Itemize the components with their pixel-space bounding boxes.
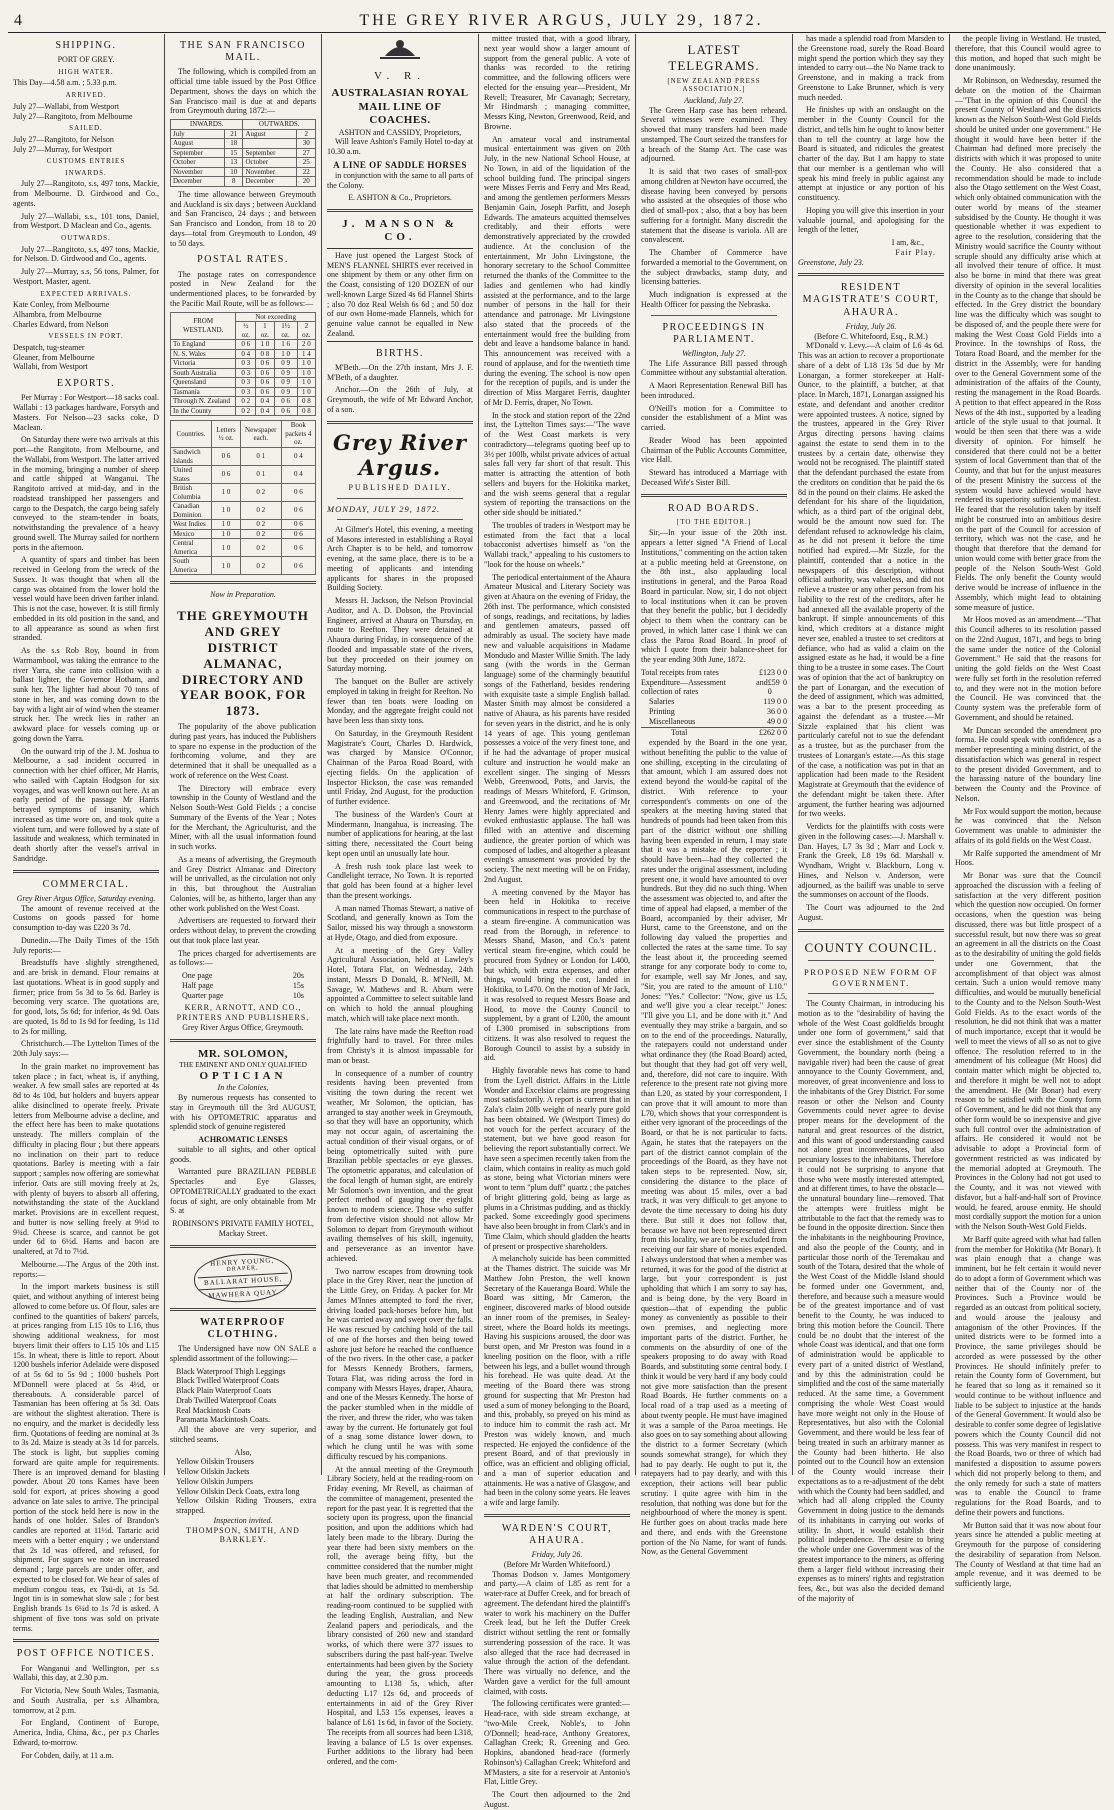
inwards-2: July 27—Wallabi, s.s., 101 tons, Daniel, from Westport. D Maclean and Co., agents. bbox=[13, 211, 159, 231]
table-row: November 10 November 22 bbox=[171, 167, 316, 177]
divider bbox=[641, 494, 787, 497]
divider bbox=[13, 870, 159, 873]
divider bbox=[651, 315, 777, 316]
table-row: United States 0 6 0 1 0 4 bbox=[171, 466, 316, 484]
news-para: A meeting convened by the Mayor has been held in Hokitika to receive communications in respect to the purchase of a steam fire-engine. A communication was read from the Borough, in reference to Messrs Shand, Mason, and Co.'s patent vertical steam fire-engine, which could be procured from Sydney or London for L400, but which, with extra expenses, and other things, would bring the cost, landed in Hokitika, to L470. On the motion of Mr Jack, it was resolved to request Messrs Boase and Hood, to move the County Council to supplement, by a grant of L200, the amount of L300 promised in subscriptions from citizens. It was also resolved to request the Borough Council to assist by a subsidy in aid. bbox=[484, 887, 630, 1063]
countries-rates-table: Countries. Letters ½ oz. Newspaper each. Book packets 4 oz. Sandwich Islands 0 6 0 1 0 4 United States 0 6 0 1 0 4 British Columbia 1 0 0 2 0 6 Canadian Dominion 1 0 0 2 0 6 West Indies 1 0 0 2 0 6 Mexico 1 0 0 2 0 6 Central America 1 0 0 2 0 6 South America 1 0 0 2 0 6 bbox=[170, 420, 316, 575]
highwater-times: This Day—4.58 a.m. ; 5.33 p.m. bbox=[13, 78, 117, 88]
telegrams-heading: LATEST TELEGRAMS. bbox=[668, 42, 760, 73]
letter-signoff: I am, &c., bbox=[891, 238, 924, 247]
almanac-heading: THE GREYMOUTH AND GREY DISTRICT ALMANAC, DIRECTORY AND YEAR BOOK, FOR 1873. bbox=[177, 608, 309, 719]
solomon-ad bbox=[170, 1048, 316, 1239]
telegram-para: The Chamber of Commerce have forwarded a memorial to the Government, on the subject drawbacks, stamp duty, and licensing batteries. bbox=[641, 248, 787, 287]
postal-heading: POSTAL RATES. bbox=[197, 254, 289, 266]
coach-title: AUSTRALASIAN ROYAL MAIL LINE OF COACHES. bbox=[331, 87, 469, 127]
expense-row: Miscellaneous 49 0 0 bbox=[649, 716, 787, 726]
henry-young-stamp: HENRY YOUNG, DRAPER, BALLARAT HOUSE, MAWHERA QUAY. bbox=[193, 1251, 293, 1304]
letter-place: Greenstone, July 23. bbox=[798, 257, 864, 267]
waterproof-heading: WATERPROOF CLOTHING. bbox=[200, 1316, 286, 1340]
expected-1: Kate Conley, from Melbourne bbox=[13, 300, 110, 310]
waterproof-mid: All the above are very superior, and stitched seams. bbox=[170, 1425, 316, 1444]
road-letter-para: has made a splendid road from Marsden to the Greenstone road, surely the Road Board might spend the portion which they say they intended to carry out—the No Name track to Greenstone, and in making a track from Greenstone to Lake Brunner, which is very much needed. bbox=[798, 34, 944, 102]
ad-price-row: One page 20s bbox=[182, 971, 304, 981]
exports-heading: EXPORTS. bbox=[56, 378, 116, 390]
solomon-lenses: ACHROMATIC LENSES bbox=[198, 1135, 288, 1145]
list-item: Black Waterproof Thigh Leggings bbox=[176, 1366, 286, 1376]
almanac-prep: Now in Preparation. bbox=[210, 590, 276, 600]
warden-para: The Court then adjourned to the 2nd August. bbox=[484, 1790, 630, 1809]
port-heading: PORT OF GREY. bbox=[57, 55, 115, 65]
horses-title: A LINE OF SADDLE HORSES bbox=[333, 159, 467, 170]
crest-letters: V. R. bbox=[373, 69, 427, 82]
manson-text: Have just opened the Largest Stock of MEN'S FLANNEL SHIRTS ever received in one shipment by them or any other firm on the Coast, consisting of 120 DOZEN of our well-known Large Sized 4s 6d Flannel Shirts ; also 70 doz Real Welsh 6s 6d ; and 50 doz of our own Home-made Flannels, which for genuine value cannot be equalled in New Zealand. bbox=[327, 248, 473, 342]
receipts-row: Total receipts from rates £123 0 0 bbox=[641, 667, 787, 677]
table-row: West Indies 1 0 0 2 0 6 bbox=[171, 520, 316, 530]
inspection-invited: Inspection invited. bbox=[213, 1515, 273, 1525]
divider bbox=[337, 498, 463, 499]
news-para: The troubles of traders in Westport may be estimated from the fact that a local tobacconist advertises himself as "on the Wallabi track," appealing to his customers to "look for the house on wheels." bbox=[484, 520, 630, 569]
market-1: Dunedin.—The Daily Times of the 15th July reports:— bbox=[13, 935, 159, 955]
table-row: South Australia 0 3 0 6 0 9 1 0 bbox=[171, 368, 316, 378]
column-1 bbox=[8, 34, 165, 1760]
shipping-news-3: As the s.s Rob Roy, bound in from Warrnambool, was taking the entrance to the river Yarra, she came into collision with a ballast lighter, the Governor Hotham, and sunk her. The lighter had about 70 tons of stone in her, and was coming down to the bay with a light air of wind when the steamer struck her. The wreck lies in rather an awkward place for vessels coming up or going down the Yarra. bbox=[13, 646, 159, 743]
post-office-heading: POST OFFICE NOTICES. bbox=[16, 1648, 156, 1660]
table-row: British Columbia 1 0 0 2 0 6 bbox=[171, 484, 316, 502]
table-row: August 18 30 bbox=[171, 139, 316, 149]
mail-intro: The following, which is compiled from an official time table issued by the Post Office Department, shows the days on which the San Francisco mail is due at and departs from Greymouth during 1872:— bbox=[170, 67, 316, 116]
thompson-signature: THOMPSON, SMITH, AND BARKLEY. bbox=[186, 1525, 300, 1545]
masthead-published: PUBLISHED DAILY. bbox=[348, 482, 452, 492]
exports-text: Per Murray : For Westport—18 sacks coal. Wallabi : 13 packages hardware, Forsyth and Masters. For Nelson—23 sacks coke, D Maclean. bbox=[13, 393, 159, 432]
shipping-news-4: On the outward trip of the J. M. Joshua to Melbourne, a sad incident occurred in connection with her chief officer, Mr Harris, who sailed with Captain Hodgson for six voyages, and was well known out here. At an early period of the passage Mr Harris betrayed symptoms of insanity, which increased as time wore on, and took quite a violent turn, and were followed by a state of lassitude and weakness, which terminated in death shortly after the vessel's arrival in Sandridge. bbox=[13, 746, 159, 863]
news-para: An amateur vocal and instrumental musical entertainment was given on 20th July, in the new National School House, at No Town, in aid of the liquidation of the school building fund. The principal singers were Misses Ferris and Ferry and Mrs Read, and among the gentlemen performers Messrs Benjamin Gain, Joseph Parfitt, and Joseph Edwards. The amateurs acquitted themselves creditably, and their efforts were demonstratively appreciated by the crowded audience. At the conclusion of the entertainment, Mr John Livingstone, the honorary secretary to the School Committee returned the thanks of the Committee to the ladies and gentlemen who had kindly assisted at the performance, and to the large number of persons in the hall for their attendance and patronage. Mr Livingstone also stated that the proceeds of the entertainment would free the building from debt and leave a handsome balance in hand. This announcement was received with a round of applause, and for the twentieth time during the evening. The school is now open for the reception of pupils, and is under the direction of Miss Margaret Ferris, daughter of Mr D. Ferris, draper, No Town. bbox=[484, 134, 630, 407]
rm-court-para: The Court was adjourned to the 2nd August. bbox=[798, 903, 944, 922]
royal-crest-icon bbox=[327, 36, 473, 68]
list-item: Drab Twilled Waterproof Coats bbox=[176, 1395, 277, 1405]
county-council-para: Mr Fox would support the motion, because he was convinced that the Nelson Government was unable to administer the affairs of its gold fields on the West Coast. bbox=[955, 806, 1101, 845]
editorial-para: The banquet on the Buller are actively employed in taking in freight for Reefton. No fewer than ten boats were loading on Monday, and the aggregate freight could not have been less than sixty tons. bbox=[327, 677, 473, 726]
warden-court-sub: (Before Mr Warden Whitefoord.) bbox=[503, 1559, 611, 1569]
news-para: A melancholy suicide has been committed at the Thames district. The suicide was Mr Matthew John Preston, the well known Secretary of the Kaueranga Board. While the Board was sitting, Mr Cameron, the engineer, discovered marks of blood outside an inner room of the premises, in Sealey-street, where the Board holds its meetings. Having his suspicions aroused, the door was burst open, and Mr Preston was found in a kneeling position on the floor, with a rifle between his legs, and a bullet wound through his forehead. He was quite dead. At the meeting of the Board there was strong ground for suspecting that Mr Preston had used a sum of money belonging to the Board, and this, probably, so preyed on his mind as to induce him to commit the rash act. Mr Preston was widely known, and much respected. He enjoyed the confidence of the present Board, and of that previously in office, was an efficient and obliging official, and a man of superior education and attainments. He was a native of Glasgow, and had been in the colony some years. He leaves a wife and large family. bbox=[484, 1254, 630, 1507]
table-row: Tasmania 0 3 0 6 0 9 1 0 bbox=[171, 387, 316, 397]
table-row: Queensland 0 3 0 6 0 9 1 0 bbox=[171, 378, 316, 388]
outwards-label: OUTWARDS. bbox=[61, 234, 111, 243]
shipping-news-2: A quantity of spars and timber has been received in Geelong from the wreck of the Sussex. It was thought that when all the cargo was obtained from the lower hold the vessel would have been driven farther inland. This is not the case, however. It is still firmly embedded in its old position in the sand, and to all appearance as sound as when first stranded. bbox=[13, 555, 159, 643]
news-para: Highly favorable news has come to hand from the Lyell district. Affairs in the Little Wonder and Excelsior claims are progressing most satisfactorily. A report is current that in Zala's claim 20lb weight of nearly pure gold has been obtained. We (Westport Times) do not vouch for the perfect accuracy of the statement, but we have good reason for believing the report substantially correct. We have seen a specimen recently taken from the claim, which contains in reality as much gold as stone, being what Victorian miners were wont to term "plum duff" quartz ; the patches of bright glittering gold, being as large as plums in a Christmas pudding, and as thickly packed. Some exceedingly good specimens have also been brought in from Clark's and in Time Claim, which should gladden the hearts of present or prospective shareholders. bbox=[484, 1066, 630, 1251]
county-council-para: The County Chairman, in introducing his motion as to the "desirability of having the whole of the West Coast goldfields brought under one form of government," said that ever since the establishment of the County Government, the boundary north (being a navigable river) had been the cause of great annoyance to the County Government, and, moreover, of great inconvenience and loss to the inhabitants of the Grey District. For some reason or other the Nelson and County Governments could never agree to devise proper means for the development of the natural and great resources of the district, and this want of good understanding caused not alone great inconveniences, but also pecuniary losses to the inhabitants. Therefore it could not be surprising to anyone that those who were mostly interested attempted, and at different times, to have the obstacle—the unnatural boundary line—removed. That the attempts were fruitless might be attributable to the fact that the remedy was to be found in the opposite direction. Since then the inhabitants in the neighbouring Province, and also the people of the County, and in particular those north of the Teremakau and south of the Totara, desired that the whole of the West Coast of the Middle Island should be formed under one Government, and, therefore, and because such a measure would be of the greatest importance and of vast benefit to the County, he was induced to bring this motion before the Council. There could be no doubt that the interest of the whole Coast was identical, and that one form of administration would be applicable to every part of a united district of Westland, and by this the administration could be simplified and the cost of the same materially reduced. At the same time, a Government comprising the whole West Coast would have more weight not only in the House of Representatives, but also with the Colonial Government, and there would be less fear of being treated in such an arbitrary manner as the County had been hitherto. He also pointed out to the Council how an extension of the County would increase their expectations as to a re-adjustment of the debt with which the County had been saddled, and which had all along crippled the County Government in doing justice to the demands of its inhabitants in carrying out works of utility. In short, it would establish their political independence. The desire to bring the whole under one Government was of the greatest importance to the miners, as offering them a larger field without increasing their expenses as to miners' rights and registration fees, &c., but was also the decided demand of the majority of bbox=[798, 999, 944, 1603]
sailed-label: SAILED. bbox=[69, 124, 103, 133]
oilskin-list bbox=[170, 1457, 316, 1516]
solomon-text: By numerous requests has consented to stay in Greymouth till the 3rd AUGUST, with his OPTOMETRIC apparatus and splendid stock of genuine registered bbox=[170, 1093, 316, 1132]
column-7 bbox=[950, 34, 1106, 1588]
inwards-label: INWARDS. bbox=[65, 168, 107, 177]
road-letter-para: Hoping you will give this insertion in your valuable journal, and apologising for the length of the letter, bbox=[798, 205, 944, 235]
column-3 bbox=[322, 34, 479, 1767]
inwards-1: July 27—Rangitoto, s.s, 497 tons, Mackie, from Melbourne. D. Girdwood and Co., agents. bbox=[13, 179, 159, 208]
wellington-dateline: Wellington, July 27. bbox=[682, 348, 746, 358]
divider bbox=[798, 273, 944, 276]
shipping-news-1: On Saturday there were two arrivals at this port—the Rangitoto, from Melbourne, and the Wallabi, from Westport. The latter arrived in the morning, bringing a number of sheep and cattle shipped at Wanganui. The Rangitoto arrived at mid-day, and in the roadstead transhipped her passengers and cargo to the Despatch, the cargo being safely conveyed to the steam-tender in boats, notwithstanding the prevalence of a heavy ground swell. The Murray sailed for northern ports in the afternoon. bbox=[13, 435, 159, 552]
road-boards-heading: ROAD BOARDS. bbox=[668, 502, 760, 514]
newspaper-title: THE GREY RIVER ARGUS, JULY 29, 1872. bbox=[359, 12, 764, 29]
list-item: Yellow Oilskin Trousers bbox=[176, 1457, 254, 1467]
table-row: Canadian Dominion 1 0 0 2 0 6 bbox=[171, 502, 316, 520]
solomon-address: ROBINSON'S PRIVATE FAMILY HOTEL, Mackay Street. bbox=[172, 1219, 314, 1238]
editorial-para: Messrs H. Jackson, the Nelson Provincial Auditor, and A. D. Dobson, the Provincial Engineer, arrived at Ahaura on Thursday, en route to Reefton. They were detained at Ahaura during Friday, in consequence of the flooded and impassable state of the rivers, but they proceeded on their journey on Saturday morning. bbox=[327, 596, 473, 674]
editorial-para: On Saturday, in the Greymouth Resident Magistrate's Court, Charles D. Hardwick, was charged by Mansice O'Connor, Chairman of the Paroa Road Board, with ejecting fields. On the application of Inspector Hickson, the case was remanded until Friday, 2nd August, for the production of further evidence. bbox=[327, 728, 473, 807]
news-para: The periodical entertainment of the Ahaura Amateur Musical and Literary Society was given at Ahaura on the evening of Friday, the 26th inst. The performance, which consisted of songs, readings, and recitations, by ladies and gentlemen amateurs, passed off admirably as usual. The society have made new and valuable acquisitions in Madame Mondudo and Master Willie Smith. The lady sang (with the words in the German language) some of the charmingly beautiful songs of the Fatherland, besides rendering with exquisite taste a simple English ballad. Master Smith may almost be considered a native of Ahaura, as his parents have resided for seven years in the district, and he is only 14 years of age. This young gentleman possesses a voice of the very finest tone, and if he had the advantage of proper musical culture and instruction he would make an excellent singer. The singing of Messrs Webb, Greenwood, Potts, and Jarvis, the readings of Messrs Whiteford, F. Grimson, and Greenwood, and the recitations of Mr Henry James were highly appreciated and evoked enthusiastic applause. The hall was filled with an attentive and discerning audience, the greater portion of which was composed of ladies, and altogether a pleasant evening's amusement was provided by the society. The next meeting will be on Friday, 2nd August. bbox=[484, 572, 630, 884]
rm-court-heading: RESIDENT MAGISTRATE'S COURT, AHAURA. bbox=[802, 282, 940, 318]
arrived-1: July 27—Wallabi, from Westport bbox=[13, 101, 120, 111]
table-row: December 8 December 20 bbox=[171, 177, 316, 187]
postal-rates-table: FROM WESTLAND. Not exceeding ½ oz. 1 oz. 1½ oz. 2 oz. To England 0 6 1 0 1 6 2 0 N. S. Wales 0 4 0 8 1 0 1 4 Victoria 0 3 0 6 0 9 1 0 South Australia 0 3 0 6 0 9 1 0 Queensland 0 3 0 6 0 9 1 0 Tasmania 0 3 0 6 0 9 1 0 Through N. Zealand 0 2 0 4 0 6 0 8 In the County 0 2 0 4 0 6 0 8 bbox=[170, 312, 316, 417]
county-council-para: Mr Duncan seconded the amendment pro forma. He could speak with confidence, as a member representing a mining district, of the dissatisfaction which was general in respect to the present divided Government, and to the harassing nature of the boundary line between the County and the Province of Nelson. bbox=[955, 725, 1101, 803]
masthead-name: Grey River Argus. bbox=[333, 429, 467, 481]
expected-2: Alhambra, from Melbourne bbox=[13, 309, 102, 319]
coach-owners: ASHTON and CASSIDY, Proprietors, bbox=[338, 127, 462, 137]
also-label: Also, bbox=[234, 1447, 252, 1457]
post-notice-3: For England, Continent of Europe, America, India, China, &c., per p.s Charles Edward, to-morrow. bbox=[13, 1718, 159, 1747]
publisher-address: Grey River Argus Office, Greymouth. bbox=[182, 1022, 304, 1032]
dateline: MONDAY, JULY 29, 1872. bbox=[327, 503, 441, 514]
table-row: In the County 0 2 0 4 0 6 0 8 bbox=[171, 406, 316, 416]
county-council-para: Mr Barff quite agreed with what had fallen from the member for Hokitika (Mr Bonar). It was plain enough that a change was imminent, but he felt certain it would never do to adopt a form of Government which was neither that of the County nor of the Provinces. Such a Province would be regarded as an outcast from political society, and would arouse the jealousy and antagonism of the other Provinces. If the united districts were to be formed into a Province, the same privileges should be accorded as were possessed by the other Provinces. He should infinitely prefer to retain the County form of Government, but he feared that so long as it remained so it would continue to be without influence and liable to be subject to injustice at the hands of the General Government. It would also be desirable to confer some degree of legislative powers which the County Council did not possess. This was very manifest in respect to the Road Boards, two or three of which had manifested a disposition to assume powers which did not properly belong to them, and the only remedy for such a state of matters was to enable the Council to frame regulations for the Road Boards, and to define their powers and functions. bbox=[955, 1234, 1101, 1517]
table-row: September 15 September 27 bbox=[171, 148, 316, 158]
telegram-para: The Green Harp case has been reheard. Several witnesses were examined. They showed that many transfers had been made unstamped. The Court seized the transfers for a breach of the Stamp Act. The case was adjourned. bbox=[641, 105, 787, 164]
horses-text: in conjunction with the same to all parts of the Colony. bbox=[327, 170, 473, 190]
arrived-label: ARRIVED. bbox=[65, 91, 107, 100]
expense-row: Printing 36 0 0 bbox=[649, 706, 787, 716]
market-5: Melbourne.—The Argus of the 20th inst. reports:— bbox=[13, 1259, 159, 1279]
highwater-label: HIGH WATER. bbox=[58, 67, 114, 76]
county-council-para: Mr Button said that it was now about four years since he attended a public meeting at Greymouth for the purpose of considering the desirability of separation from Nelson. The County of Westland at that time had an ample revenue, and it was deemed to be sufficiently large, bbox=[955, 1520, 1101, 1588]
divider bbox=[327, 209, 473, 212]
mail-heading: THE SAN FRANCISCO MAIL. bbox=[179, 40, 307, 64]
table-row: July 21 August 2 bbox=[171, 129, 316, 139]
coach-ad bbox=[327, 87, 473, 203]
post-notice-2: For Victoria, New South Wales, Tasmania, and South Australia, per s.s Alhambra, tomorrow, at 2 p.m. bbox=[13, 1686, 159, 1715]
parliament-para: Steward has introduced a Marriage with Deceased Wife's Sister Bill. bbox=[641, 468, 787, 487]
expected-label: EXPECTED ARRIVALS. bbox=[40, 289, 132, 298]
manson-ad bbox=[327, 218, 473, 342]
mail-note: The time allowance between Greymouth and Auckland is six days ; between Auckland and San Francisco, 24 days ; and between San Francisco and London, from 18 to 20 days—total from Greymouth to London, 49 to 50 days. bbox=[170, 189, 316, 248]
list-item: Yellow Oilskin Jumpers bbox=[176, 1476, 253, 1486]
list-item: Yellow Oilskin Jackets bbox=[176, 1467, 250, 1476]
almanac-para-3: As a means of advertising, the Greymouth and Grey District Almanac and Directory will be unrivalled, as the circulation not only in this, but throughout the Australian Colonies, will be, as hitherto, larger than any other work published on the West Coast. bbox=[170, 854, 316, 913]
telegram-para: Much indignation is expressed at the Health Officer for passing the Nebraska. bbox=[641, 290, 787, 309]
sailed-1: July 27—Rangitoto, for Nelson bbox=[13, 134, 114, 144]
column-6 bbox=[793, 34, 950, 1603]
page-number: 4 bbox=[14, 12, 23, 29]
mail-outwards-header: OUTWARDS. bbox=[243, 120, 316, 130]
manson-title: J. MANSON & CO. bbox=[342, 218, 458, 244]
rm-court-sub: (Before C. Whitefoord, Esq., R.M.) bbox=[814, 331, 928, 341]
table-row: Central America 1 0 0 2 0 6 bbox=[171, 539, 316, 557]
birth-1: M'Beth.—On the 27th instant, Mrs J. F. M'Beth, of a daughter. bbox=[327, 362, 473, 382]
commercial-heading: COMMERCIAL. bbox=[42, 878, 130, 890]
almanac-para-1: The popularity of the above publication during past years, has induced the Publishers to spare no expense in the production of the forthcoming volume, and they are determined that it shall be unequalled as a work of reference on the West Coast. bbox=[170, 722, 316, 780]
warden-para: The following certificates were granted:—Head-race, with side stream exchange, at "two-Mile Creek, Noble's, to John O'Donnell; head-race, Anthony Greatorex, Callaghan Creek; R. Greening and Geo. Hopkins, abandoned head-race (formerly Robinson's) Callaghan Creek; Whiteford and M'Masters, a site for a reservoir at Antonio's Flat, Little Grey. bbox=[484, 1699, 630, 1787]
warden-court-heading: WARDEN'S COURT, AHAURA. bbox=[501, 1522, 613, 1546]
editorial-para: In consequence of a number of country residents having been prevented from visiting the town during the recent wet weather, Mr Solomon, the optician, has arranged to stay another week in Greymouth, so that they will have an opportunity, which may not occur again, of ascertaining the actual condition of their visual organs, or of being optometrically suited with pure Brazilian pebble spectacles or eye glasses. The optometric apparatus, and calculation of the focal length of human sight, are entirely Mr Solomon's own invention, and the great perfect method of gauging the eyesight known to modern science. Those who suffer from defective vision should not allow Mr Solomon to depart from Greymouth without availing themselves of his skill, ingenuity, and perseverance as an inventor have achieved. bbox=[327, 1068, 473, 1263]
editorial-para: A man named Thomas Stewart, a native of Scotland, and generally known as Tom the Sailor, missed his way through a snowstorm at Hyde, Otago, and died from exposure. bbox=[327, 903, 473, 942]
editorial-para: The business of the Warden's Court at Mindermann, Inangahua, is increasing. The number of applications for hearing, at the last sitting there, necessitated the Court being kept open until an unusually late hour. bbox=[327, 809, 473, 858]
postal-intro: The postage rates on correspondence posted in New Zealand for the undermentioned places, to be forwarded by the Pacific Mail Route, will be as follows:— bbox=[170, 269, 316, 308]
masthead bbox=[327, 430, 473, 493]
waterproof-list bbox=[170, 1367, 316, 1426]
news-para: mittee trusted that, with a good library, next year would show a larger amount of support from the general public. A vote of thanks was recorded to the retiring committee, and the following officers were elected for the ensuing year—President, Mr Revell; Treasurer, Mr Cavanagh; Secretary, Mr Hindmarsh ; managing committee, Messrs King, Newton, Greenwood, Reid, and Browne. bbox=[484, 34, 630, 131]
post-notice-1: For Wanganui and Wellington, per s.s Wallabi, this day, at 2.30 p.m. bbox=[13, 1663, 159, 1683]
solomon-sub: THE EMINENT AND ONLY QUALIFIED bbox=[179, 1060, 307, 1070]
county-council-para: Mr Ralfe supported the amendment of Mr Hoos. bbox=[955, 848, 1101, 868]
divider bbox=[337, 519, 463, 520]
divider bbox=[170, 1308, 316, 1311]
telegram-para: It is said that two cases of small-pox among children at Newton have occurred, the disease having been conveyed by persons who assisted at the obsequies of those who died of small-pox ; also, that a boy has been suffering for a fortnight. Many discredit the statement that the disease is variola. All are convalescent. bbox=[641, 167, 787, 245]
outwards-2: July 27—Murray, s.s, 56 tons, Palmer, for Westport. Master, agent. bbox=[13, 267, 159, 286]
editorial-para: A fresh rush took place last week to Candlelight terrace, No Town. It is reported that gold has been found at a higher level than the present workings. bbox=[327, 861, 473, 900]
almanac-para-4: Advertisers are requested to forward their orders without delay, to prevent the crowding out that took place last year. bbox=[170, 916, 316, 945]
auckland-dateline: Auckland, July 27. bbox=[684, 95, 744, 105]
table-row: October 13 October 25 bbox=[171, 158, 316, 168]
rm-court-para: Verdicts for the plaintiffs with costs were given in the following cases:—J. Marshall v. Dan. Hayes, L7 3s 3d ; Marr and Lock v. Frank the Greek, L8 19s 6d. Marshall v. Wyndham, Wright v. Blackburn, Long v. Hines, and Nelson v. Anderson, were adjourned, as the bailiff was unable to serve the summonses on account of the floods. bbox=[798, 822, 944, 900]
parliament-para: O'Neill's motion for a Committee to consider the establishment of a Mint was carried. bbox=[641, 403, 787, 433]
assessment-row: Expenditure—Assessment and collection of rates £59 0 0 bbox=[641, 677, 787, 697]
waterproof-intro: The Undersigned have now ON SALE a splendid assortment of the following:— bbox=[170, 1344, 316, 1363]
list-item: Paramatta Mackintosh Coats. bbox=[176, 1415, 270, 1425]
customs-revenue: The amount of revenue received at the Customs on goods passed for home consumption to-day was £220 3s 7d. bbox=[13, 903, 159, 933]
road-letter-para: He finishes up with an onslaught on the member in the County Council for the district, and tells him he ought to know better than to tell the country at large how the Board is situated, and ridicules the greatest charter of the day. But I am happy to state that our member is a gentleman who will speak his mind freely in public against any attempt at injustice or any portion of his constituency. bbox=[798, 105, 944, 202]
publisher-name: KERR, ARNOTT, AND CO., PRINTERS AND PUBLISHERS, bbox=[176, 1003, 310, 1023]
editorial-para: At a meeting of the Grey Valley Agricultural Association, held at Lawley's Hotel, Totara Flat, on Wednesday, 24th instant, Messrs D Donald, R. M'Neill, M. Savage, W. Mathews and R. Aburn were appointed a Committee to select suitable land on which to hold the annual ploughing match, which will take place next month. bbox=[327, 945, 473, 1023]
divider bbox=[170, 1039, 316, 1042]
post-notice-4: For Cobden, daily, at 11 a.m. bbox=[21, 1750, 114, 1760]
crest-icon bbox=[355, 36, 445, 62]
page-header bbox=[8, 4, 1106, 33]
divider bbox=[170, 581, 316, 584]
ad-price-row: Quarter page 10s bbox=[182, 990, 304, 1000]
editorial-para: Two narrow escapes from drowning took place in the Grey River, near the junction of the Little Grey, on Friday. A packer for Mr James M'Innes attempted to ford the river, driving loaded pack-horses before him, but he was carried away and swept over the falls. He was rescued by catching hold of the tail of one of the horses and then being towed ashore just before he reached the confluence of the two rivers. In the other case, a packer for Messrs Kennedy Brothers, farmers, Totara Flat, was riding across the ford in company with Messrs Hayes, draper, Ahaura, and one of the Messrs Kennedy. The horse of the packer stumbled when in the middle of the river, and threw the rider, who was taken away by the current. He fortunately got foul of a snag some distance lower down, to which he clung until he was with some difficulty rescued by his companions. bbox=[327, 1266, 473, 1461]
inport-3: Wallabi, from Westport bbox=[13, 362, 88, 372]
warden-para: Thomas Dodson v. James Montgomery and party.—A claim of L85 as rent for a water-race at Duffer Creek, and for breach of agreement. The defendant hired the plaintiff's water to work his machinery on the Duffer Creek lead, but he left the Duffer Creek district without settling the rent or formally surrendering possession of the race. It was also alleged that the race had decreased in value through the action of the defendant. There was virtually no defence, and the Warden gave a verdict for the full amount claimed, with costs. bbox=[484, 1569, 630, 1696]
solomon-trade: OPTICIAN bbox=[199, 1069, 287, 1082]
editorial-para: The late rains have made the Reefton road frightfully hard to travel. For three miles from Christy's it is almost impassable for man or beast. bbox=[327, 1026, 473, 1065]
outwards-1: July 27—Rangitoto, s.s, 497 tons, Mackie, for Nelson. D. Girdwood and Co., agents. bbox=[13, 244, 159, 264]
parliament-heading: PROCEEDINGS IN PARLIAMENT. bbox=[662, 321, 766, 345]
table-row: Victoria 0 3 0 6 0 9 1 0 bbox=[171, 359, 316, 369]
expected-3: Charles Edward, from Nelson bbox=[13, 319, 109, 329]
table-row: To England 0 6 1 0 1 6 2 0 bbox=[171, 340, 316, 350]
mail-table bbox=[170, 119, 316, 187]
divider bbox=[808, 993, 934, 994]
county-council-para: the people living in Westland. He trusted, therefore, that this Council would agree to this motion, and hoped that such might be done unanimously. bbox=[955, 34, 1101, 73]
births-heading: BIRTHS. bbox=[376, 347, 424, 359]
table-row: Through N. Zealand 0 2 0 4 0 6 0 8 bbox=[171, 397, 316, 407]
coach-text: Will leave Ashton's Family Hotel to-day at 10.30 a.m. bbox=[327, 137, 473, 157]
divider bbox=[484, 1514, 630, 1517]
divider bbox=[13, 1639, 159, 1642]
expense-row: Salaries 119 0 0 bbox=[649, 697, 787, 707]
news-para: In the stock and station report of the 22nd inst, the Lyttelton Times says:—"The wave of the West Coast markets is very contradictory—telegrams quoting beef up to 3½ per 100lb, whilst private advices of actual sales fall very far short of that result. This matter is attracting the attention of both sellers and buyers for the Hokitika market, and the wish seems general that a regular system of reporting the transactions on the other side should be initiated." bbox=[484, 410, 630, 517]
solomon-colonies: In the Colonies, bbox=[217, 1083, 269, 1093]
road-letter-para: Sir,—In your issue of the 20th inst. appears a letter signed "A Friend of Local Institutions," commenting on the action taken at a public meeting held at Greenstone, on the 8th inst., also applauding local institutions in general, and the Paroa Road Board in particular. Now, sir, I do not object to local institutions when it can be proven that they benefit the public, but I decidedly object to them when the contrary can be proved, in which latter case I think we can class the Paroa Road Board. In proof of which I quote from their balance-sheet for the year ending 30th June, 1872. bbox=[641, 528, 787, 665]
editorial-para: At Gilmer's Hotel, this evening, a meeting of Masons interested in establishing a Royal Arch Chapter is to be held, and tomorrow evening, at the same place, there is to be a meeting of applicants and intending applicants for shares in the proposed Building Society. bbox=[327, 524, 473, 593]
horses-signature: E. ASHTON & Co., Proprietors. bbox=[348, 193, 452, 203]
parliament-para: The Life Assurance Bill passed through Committee without any substantial alteration. bbox=[641, 358, 787, 378]
market-3: Christchurch.—The Lyttelton Times of the 20th July says:— bbox=[13, 1039, 159, 1059]
market-6: In the import markets business is still quiet, and without anything of interest being allowed to come before us. Of flour, sales are confined to the quantities of bakers' parcels, at prices ranging from L15 10s to L16, thus showing additional weakness, for most buyers limit their offers to L15 10s and L15 15s. In wheat, there is little to report. About 1200 bushels inferior Adelaide were disposed of at 5s 6d to 5s 9d ; 1000 bushels Port M'Donnell were placed at 5s 4½d, or thereabouts. A considerable parcel of Tasmanian has been offering at 5s 3d. Oats are without the slightest alteration. There is no enquiry, and the market is decidedly less firm. Quotations of feeding are nominal at 3s to 3s 2d. Maize is steady at 3s 1d for parcels. The stock is light, but supplies coming forward are quite ample for requirements. There is an improved demand for blasting powder. About 20 tons Kames have been sold for export, at prices showing a good advance on late sales to arrive. The principal portion of the stock held here is now in the hands of one holder. Sales of Brandon's candles are reported at 11½d. Tartaric acid meets with a better enquiry ; we understand that 2s 1d was offered, and refused, for shipment. For sugars we note an increased demand ; large parcels are under offer, and expected to be closed for. We hear of sales of medium congou teas, ex Tsü-di, at 1s 5d. Ingot tin is in somewhat slow sale ; for best English brands 1s 6¼d to 1s 7d is asked. A shipment of five tons was sold on private terms. bbox=[13, 1282, 159, 1633]
almanac-para-5: The prices charged for advertisements are as follows:— bbox=[170, 948, 316, 968]
market-2: Breadstuffs have slightly strengthened, and are brisk in demand. Flour remains at last quotations. Wheat is in good supply and firmer; price from 5s 3d to 5s 6d. Barley is becoming very scarce. The quotations are, for good, lots, 5s 6d; for inferior, 4s 9d. Oats are quoted, 1s 8d to 1s 9d for feeding, 1s 11d to 2s for milling. bbox=[13, 958, 159, 1036]
ad-price-row: Half page 15s bbox=[182, 980, 304, 990]
table-row: N. S. Wales 0 4 0 8 1 0 1 4 bbox=[171, 349, 316, 359]
column-2 bbox=[165, 34, 322, 1545]
solomon-name: MR. SOLOMON, bbox=[197, 1047, 289, 1060]
letter-signature: Fair Play. bbox=[895, 247, 936, 257]
divider bbox=[170, 1245, 316, 1248]
solomon-text-2: suitable to all sights, and other optical goods. bbox=[170, 1144, 316, 1164]
table-row: South America 1 0 0 2 0 6 bbox=[171, 557, 316, 575]
list-item: Yellow Oilskin Deck Coats, extra long bbox=[176, 1486, 300, 1496]
almanac-para-2: The Directory will embrace every township in the County of Westland and the Nelson South-West Gold Fields ; a concise Summary of the Events of the Year ; Notes for the Merchant, the Agriculturist, and the Miner, with all the usual information found in such works. bbox=[170, 783, 316, 852]
list-item: Real Mackintosh Coats bbox=[176, 1405, 251, 1415]
sailed-2: July 27—Murray, for Westport bbox=[13, 144, 112, 154]
column-4 bbox=[479, 34, 636, 1809]
rm-court-date: Friday, July 26. bbox=[845, 321, 897, 331]
telegrams-source: [NEW ZEALAND PRESS ASSOCIATION.] bbox=[667, 76, 761, 94]
birth-2: Anchor.—On the 26th of July, at Greymouth, the wife of Mr Edward Anchor, of a son. bbox=[327, 385, 473, 414]
county-council-para: Mr Hoos moved as an amendment—"That this Council adheres to its resolution passed on the 22nd August, 1871, and begs to bring the same under the notice of the Colonial Government." He said that the reasons for uniting the gold fields on the West Coast were fully set forth in the resolution referred to, and they were not in the motion before the Council. He was convinced that the County system was the preferable form of Government, and should be retained. bbox=[955, 615, 1101, 722]
editorial-para: At the annual meeting of the Greymouth Library Society, held at the reading-room on Friday evening, Mr Revell, as chairman of the committee of management, presented the report for the past year. It is regretted that the society upon its progress, upon the financial position, and upon the additions which had lately been made to the library. During the year there had been sixty members on the roll, the average being fifty, but the committee considered that the number might have been much greater, and recommended that ladies should be admitted to membership at half the ordinary subscription. The reading-room continued to be supplied with the leading English, Australian, and New Zealand papers and periodicals, and the library consisted of 260 new and standard works, of which there were 377 issues to subscribers during the past half-year. Twelve entertainments had been given by the Society during the year, the gross proceeds amounting to L138 5s, which, after deducting L17 12s 6d, and proceeds of entertainments in aid of the Grey River Hospital, and L53 15s expenses, leaves a balance of L61 1s 6d, in favor of the Society. The receipts from all sources had been L318, leaving a balance of L5 1s over expenses. Further additions to the library had been ordered, and the com- bbox=[327, 1464, 473, 1767]
table-row: Sandwich Islands 0 6 0 1 0 4 bbox=[171, 447, 316, 465]
solomon-pebble: Warranted pure BRAZILIAN PEBBLE Spectacles and Eye Glasses, OPTOMETRICALLY graduated to the exact focus of sight, are only obtainable from Mr S. at bbox=[170, 1167, 316, 1216]
commercial-office: Grey River Argus Office, Saturday evening. bbox=[16, 893, 156, 903]
table-row: Mexico 1 0 0 2 0 6 bbox=[171, 529, 316, 539]
list-item: Yellow Oilskin Riding Trousers, extra strapped. bbox=[176, 1496, 316, 1515]
inport-1: Despatch, tug-steamer bbox=[13, 342, 85, 352]
divider bbox=[798, 929, 944, 932]
county-council-para: Mr Robinson, on Wednesday, resumed the debate on the motion of the Chairman—"That in the opinion of this Council the present County of Westland and the districts known as the Nelson South-West Gold Fields should be united under one government." He thought it would have been better if the Chairman had defined more precisely the districts with which it was proposed to unite the County. He also considered that a recommendation should be made to include also the Otago settlement on the West Coast, which only obtained communication with the outer world by means of the steamer subsidised by the County. He thought it was questionable whether it was expedient to agree to the resolution, considering that the Ministry would sacrifice the County without scruple should any difficulty arise which at all involved their tenure of office. It must also be borne in mind that there was great diversity of opinion in the several localities in the County as to the change that should be effected. In the Grey district the boundary line was the difficulty which was sought to be disposed of, and the people there were for making the West Coast Gold Fields into a Province. In the townships of Ross, the Totara Road Board, and the member for the district in the Assembly, were for handing over to the General Government some of the administration of the affairs of the County, resting the management in the Road Boards. A petition to that effect appeared in the Ross News of the 4th inst., supported by a leading article of the style usual to that journal. It would be then seen that there was a wide diversity of opinion. For himself he considered that there could not be a better system of local Government than that of the County, and that but for the unjust measures of the present Ministry the success of the system would have achieved would have rendered its superiority sufficiently manifest. He feared that the resolution taken by itself might be construed into an ambitious desire on the part of the Council for accession of territory, which was not the case, and he thought that therefore that the demand for union would come with better grace from the people of the Nelson South-West Gold Fields. The only benefit the County would derive would be increase of influence in the Assembly, which might lead to obtaining some measure of justice. bbox=[955, 76, 1101, 612]
customs-heading: CUSTOMS ENTRIES bbox=[46, 157, 126, 166]
divider bbox=[808, 960, 934, 961]
shipping-heading: SHIPPING. bbox=[55, 40, 117, 51]
column-5 bbox=[636, 34, 793, 1557]
road-boards-sub: [TO THE EDITOR.] bbox=[676, 517, 752, 526]
county-council-sub: PROPOSED NEW FORM OF GOVERNMENT. bbox=[804, 967, 938, 988]
parliament-para: A Maori Representation Renewal Bill has been introduced. bbox=[641, 381, 787, 400]
county-council-heading: COUNTY COUNCIL. bbox=[804, 939, 938, 955]
warden-court-date: Friday, July 26. bbox=[531, 1550, 583, 1560]
road-letter-para: expended by the Board in the one year, without benefiting the public to the value of one shilling, excepting in the circulating of that amount, which I am assured does not extend beyond the would-be capital of the district. With reference to your correspondent's comments on one of the speakers at the meeting having stated that hundreds of pounds had been taken from this part of the district without one shilling having been expended in return, I may state that it was a mistake of the reporter ; it should have been—had they collected the rates under the original assessment, including present one, it would have amounted to over hundreds. But they did no such thing. When the assessment was objected to, and after the time of appeal had elapsed, a member of the Board, accompanied by their adviser, Mr Hurst, came to the Greenstone, and on the following day valued the properties and collected the rates at the same time. To say the least about it, the proceeding seemed strange for any corporate body to come to, for example, well say Mr Jones, and say, "Sir, you are rated to the amount of L10." Jones: "Yes." Collector: "Now, give us L5, and we'll give you a clear receipt." Jones: "I'll give you L1, and be done with it." And eventually they may strike a bargain, and so on to the end of the proceedings. Naturally, the ratepayers could not understand under what ordinance they (the Road Board) acted, but thought that they had got off very well, and, therefore, did not care to inquire. With reference to the present rate not giving more than L20, as stated by your correspondent, I can prove that it will amount to more than L70, which shows that your correspondent is either very ignorant of the proceedings of the Board, or that he is not particular to facts. Again, he states that the ratepayers on the part of the district cannot complain of the proceedings of the Board, as they have not taken steps to be represented. Now, sir, considering the distance to the place of meeting was about 15 miles, over a bad track, it was very difficult to get anyone to devote the time necessary to doing his duty there. But still it does not follow that, because we have not been represented direct from this locality, we are to be excluded from receiving our fair share of monies expended. I always understood that when a member was returned, it was for the good of the district at large, but your correspondent is just upholding that which I am sorry to say has, and is being done, by the very Board in question—that of expending the public money as conveniently as possible to their own premises, and neglecting more important parts of the district. Further, he comments on the absurdity of one of the speakers proposing to do away with Road Boards, and substituting some central body. I think it would be very hard if any body could not give more satisfaction than the present Road Boards. He further comments on a local road of a trap used as a meeting of about twenty people. He must have imagined it was a sample of the Paroa meetings. He also goes on to say something about allowing the district to a former Secretary (which sounds somewhat strange), for which they had to pay dearly. He ought to put it, the ratepayers had to pay dearly, and with this exception, their actions will bear public scrutiny. I quite agree with him in the resolution, that nothing was done but for the neighbourhood of where the money is spent. He further goes on about tracks made here and there, and ends with the Greenstone portion of the No Name, for want of funds. Now, as the General Government bbox=[641, 738, 787, 1557]
inport-label: VESSELS IN PORT. bbox=[48, 332, 124, 341]
county-council-para: Mr Bonar was sure that the Council approached the discussion with a feeling of satisfaction at the very different position which the question now occupied. On former occasions, when the question was being discussed, there was but little prospect of a successful result, but now there was so great an agreement in all the districts on the Coast as to the desirability of uniting the gold fields under one Government, that the accomplishment of that object was almost certain. Such a union would remove many difficulties, and would be mutually beneficial to the County and to the Nelson South-West Gold Fields. As to the exact words of the resolution, he did not think that was a matter of much importance, except that it would be well to meet the views of all so as not to give offence. The resolution referred to in the amendment of his colleague (Mr Hoos) did contain matter which might be objected to, and therefore it might be well not to adopt the amendment. He (Mr Bonar) had every reason to be satisfied with the County form of Government, and he did not think that any other form would be so inexpensive and give such full control over the administration of affairs. He considered it would not be advisable to adopt a Provincial form of government restricted as was indicated by the memorial adopted at Greymouth. The Provinces in the Colony had not got used to the County, and it was not viewed with disfavor, but a half-and-half sort of Province would, he feared, arouse enmity. He should most cordially support the motion for a union with the Nelson South-West Gold Fields. bbox=[955, 871, 1101, 1231]
divider bbox=[327, 421, 473, 424]
arrived-2: July 27—Rangitoto, from Melbourne bbox=[13, 111, 133, 121]
total-row: Total £262 0 0 bbox=[641, 727, 787, 738]
market-4: In the grain market no improvement has taken place ; in fact, wheat is, if anything, weaker. A few small sales are reported at 4s 8d to 4s 10d, but holders and buyers appear alike disinclined to operate freely. Private letters from Melbourne advise a decline, and the effect here has been to make quotations unsteady. The millers complain of the difficulty in placing flour ; but there appears no inclination on their part to reduce quotations. Barley is meeting with a fair support ; samples now offering are somewhat inferior. Oats are still moving freely at 2s, with plenty of buyers to absorb all offering, notwithstanding the state of the Auckland market. Provisions are in excellent request, and butter is now selling freely at 9½d to 9¾d. Cheese is scarce, and cannot be got under 6d to 6½d. Hams and bacon are unaltered, at 7d to 7½d. bbox=[13, 1061, 159, 1257]
parliament-para: Reader Wood has been appointed Chairman of the Public Accounts Committee, vice Hall. bbox=[641, 435, 787, 465]
mail-inwards-header: INWARDS. bbox=[171, 120, 243, 130]
inport-2: Gleaner, from Melbourne bbox=[13, 352, 95, 362]
rm-court-para: M'Donald v. Levy.—A claim of L6 4s 6d. This was an action to recover a proportionate share of a debt of L18 13s 5d due by Mr Lonargan, a former storekeeper at Half-Ounce, to the plaintiff, a butcher, at that place. In March, 1871, Lonargan assigned his estate, and defendant and another creditor were appointed trustees. A notice, signed by the trustees, appeared in the Grey River Argus directing persons having claims against the estate to send them in to the trustees by a certain date, otherwise they would not be recognised. The plaintiff stated that the defendant purchased the estate from the creditors on condition that he paid the 6s 8d in the pound on their claims. He asked the defendant for his share of the liquidation, which, as a third part of the original debt, would be the amount now sued for. The defendant refused to acknowledge his claim, as he did not present it before the time notified had expired.—Mr Sizzle, for the plaintiff, contended that a notice in the newspapers of this description, without official authority, was valueless, and did not relieve a trustee or any other person from his liability to the rest of the creditors, after he had annexed all the available property of the bankrupt. If simple announcements of this kind, which creditors at a distance might never see, enabled a trustee to set creditors at defiance, who had as valid a claim on the assigned estate as he had, it would be a fine thing to be a trustee in some cases. The Court was of opinion that the act of bankruptcy on the part of Lonargan, and the execution of the deed of assignment, which was admitted, was a bar to the present proceeding as against the defendant as a trustee.—Mr Sizzle explained that his client was particularly careful not to sue the defendant as a trustee, but as the purchaser from the trustees of Lonargan's estate.—As this stage of the case, a notification was put in that an application had been made to the Resident Magistrate at Greymouth that the evidence of the defendant might be taken there. After argument, the further hearing was adjourned for two weeks. bbox=[798, 341, 944, 819]
list-item: Black Plain Waterproof Coats bbox=[176, 1386, 272, 1395]
list-item: Black Twilled Waterproof Coats bbox=[176, 1376, 280, 1386]
